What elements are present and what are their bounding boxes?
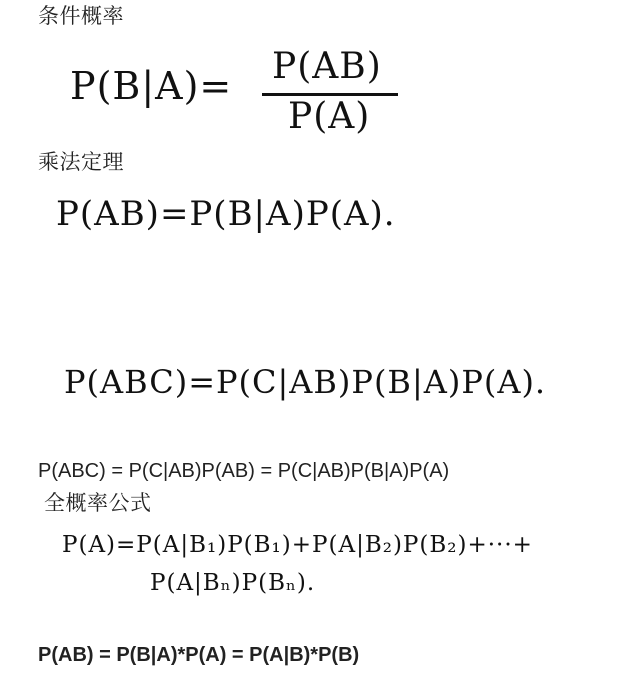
formula-three-events-text: P(ABC) = P(C|AB)P(AB) = P(C|AB)P(B|A)P(A) xyxy=(38,460,450,482)
formula-conditional-numerator: P(AB) xyxy=(272,46,382,87)
formula-multiplication-three-events: P(ABC)=P(C|AB)P(B|A)P(A). xyxy=(64,363,547,401)
formula-conditional-lhs: P(B|A)= xyxy=(70,64,233,108)
formula-total-probability-line1: P(A)=P(A|B₁)P(B₁)+P(A|B₂)P(B₂)+···+ xyxy=(62,532,533,558)
heading-conditional-probability: 条件概率 xyxy=(38,4,124,28)
formula-multiplication-two-events: P(AB)=P(B|A)P(A). xyxy=(56,194,396,234)
formula-conditional-denominator: P(A) xyxy=(288,96,371,137)
heading-multiplication-theorem: 乘法定理 xyxy=(38,150,124,174)
heading-total-probability: 全概率公式 xyxy=(44,491,152,515)
formula-joint-probability-summary: P(AB) = P(B|A)*P(A) = P(A|B)*P(B) xyxy=(38,644,360,666)
formula-total-probability-line2: P(A|Bₙ)P(Bₙ). xyxy=(150,570,316,596)
